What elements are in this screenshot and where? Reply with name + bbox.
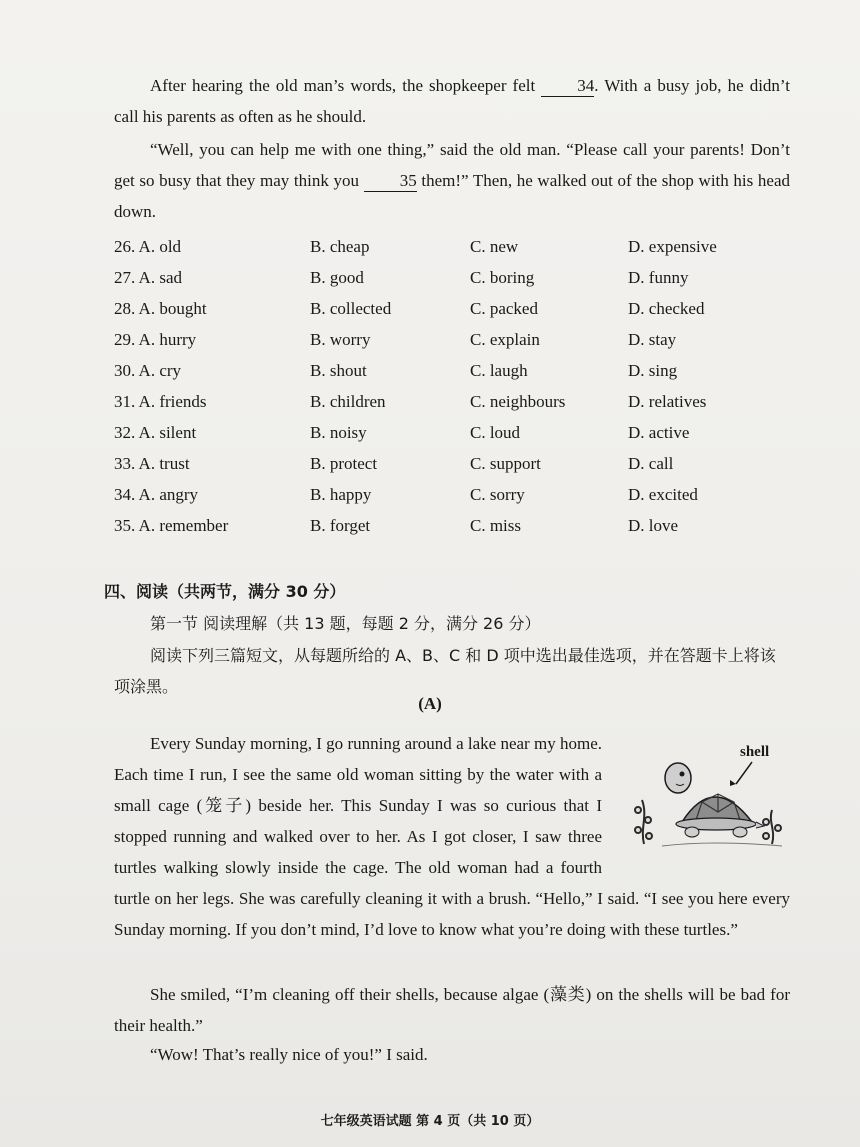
turtle-illustration — [622, 732, 792, 850]
story-text: After hearing the old man’s words, the shopkeeper felt — [150, 76, 536, 95]
passage-paragraph-3: “Wow! That’s really nice of you!” I said. — [150, 1045, 428, 1064]
option-row — [114, 324, 794, 355]
option-row — [114, 448, 794, 479]
option-b: B. shout — [310, 360, 367, 380]
option-a: 34. A. angry — [114, 484, 199, 504]
option-d: D. call — [628, 453, 674, 473]
option-d: D. sing — [628, 360, 678, 380]
passage-text: Every Sunday morning, I go running around a lake near my home. Each time I run, I see the same old woman sitting by the water with a small cage (笼子) beside her. This Sunday I was so curious that I stopped running and walked over to her. As I got closer, I saw three turtles walking slowly inside the cage. The old woman had a fourth turtle on her legs. She was carefully cleaning it with a brush. “Hello,” I said. “I see you here every Sunday morning. If you don’t mind, I’d love to know what you’re doing with these turtles.” — [114, 734, 790, 939]
option-a: 27. A. sad — [114, 267, 182, 287]
option-a: 29. A. hurry — [114, 329, 197, 349]
option-c: C. neighbours — [470, 391, 566, 411]
option-a: 32. A. silent — [114, 422, 197, 442]
option-c: C. packed — [470, 298, 538, 318]
passage-paragraph-2: She smiled, “I’m cleaning off their shells, because algae (藻类) on the shells will be bad for their health.” — [114, 985, 790, 1035]
answer-options — [114, 231, 794, 541]
option-c: C. boring — [470, 267, 535, 287]
option-c: C. loud — [470, 422, 521, 442]
part-heading: 第一节 阅读理解（共 13 题，每题 2 分，满分 26 分） — [150, 614, 541, 633]
option-a: 26. A. old — [114, 236, 182, 256]
option-d: D. love — [628, 515, 679, 535]
section-heading: 四、阅读（共两节，满分 30 分） — [104, 582, 346, 601]
option-c: C. new — [470, 236, 519, 256]
option-d: D. relatives — [628, 391, 707, 411]
option-b: B. worry — [310, 329, 371, 349]
option-d: D. funny — [628, 267, 689, 287]
option-d: D. checked — [628, 298, 705, 318]
page-footer: 七年级英语试题 第 4 页（共 10 页） — [320, 1114, 540, 1129]
option-d: D. expensive — [628, 236, 717, 256]
option-a: 35. A. remember — [114, 515, 229, 535]
option-row — [114, 386, 794, 417]
blank-34: 34 — [541, 76, 594, 97]
option-c: C. miss — [470, 515, 522, 535]
blank-35: 35 — [364, 171, 417, 192]
option-a: 30. A. cry — [114, 360, 182, 380]
option-row — [114, 417, 794, 448]
option-row — [114, 262, 794, 293]
option-b: B. children — [310, 391, 386, 411]
option-b: B. happy — [310, 484, 372, 504]
option-a: 28. A. bought — [114, 298, 207, 318]
story-paragraph-1 — [114, 70, 790, 132]
option-row — [114, 293, 794, 324]
option-row — [114, 510, 794, 541]
option-c: C. laugh — [470, 360, 528, 380]
passage-title: (A) — [418, 694, 442, 713]
option-c: C. sorry — [470, 484, 525, 504]
option-d: D. active — [628, 422, 690, 442]
option-c: C. support — [470, 453, 541, 473]
option-d: D. excited — [628, 484, 698, 504]
option-row — [114, 479, 794, 510]
seaweed-right-icon — [763, 810, 781, 844]
option-row — [114, 355, 794, 386]
option-d: D. stay — [628, 329, 677, 349]
story-text: “Well, you can help me with one thing,” said the old man. “Please call your parents! Don’t get so busy that they may think you — [114, 140, 790, 190]
seaweed-left-icon — [635, 800, 652, 844]
shell-label: shell — [740, 744, 770, 760]
option-c: C. explain — [470, 329, 540, 349]
option-b: B. collected — [310, 298, 392, 318]
turtle-icon — [665, 763, 764, 837]
story-text: them!” Then, he walked out of the shop with his head down. — [114, 171, 791, 221]
story-text: . With a busy job, he didn’t call his parents as often as he should. — [114, 76, 790, 126]
option-a: 31. A. friends — [114, 391, 207, 411]
option-b: B. cheap — [310, 236, 370, 256]
option-row — [114, 231, 794, 262]
story-paragraph-2 — [114, 134, 790, 227]
option-a: 33. A. trust — [114, 453, 190, 473]
option-b: B. noisy — [310, 422, 367, 442]
option-b: B. forget — [310, 515, 371, 535]
instruction-text: 阅读下列三篇短文，从每题所给的 A、B、C 和 D 项中选出最佳选项，并在答题卡上将该项涂黑。 — [114, 646, 776, 696]
option-b: B. protect — [310, 453, 378, 473]
option-b: B. good — [310, 267, 364, 287]
